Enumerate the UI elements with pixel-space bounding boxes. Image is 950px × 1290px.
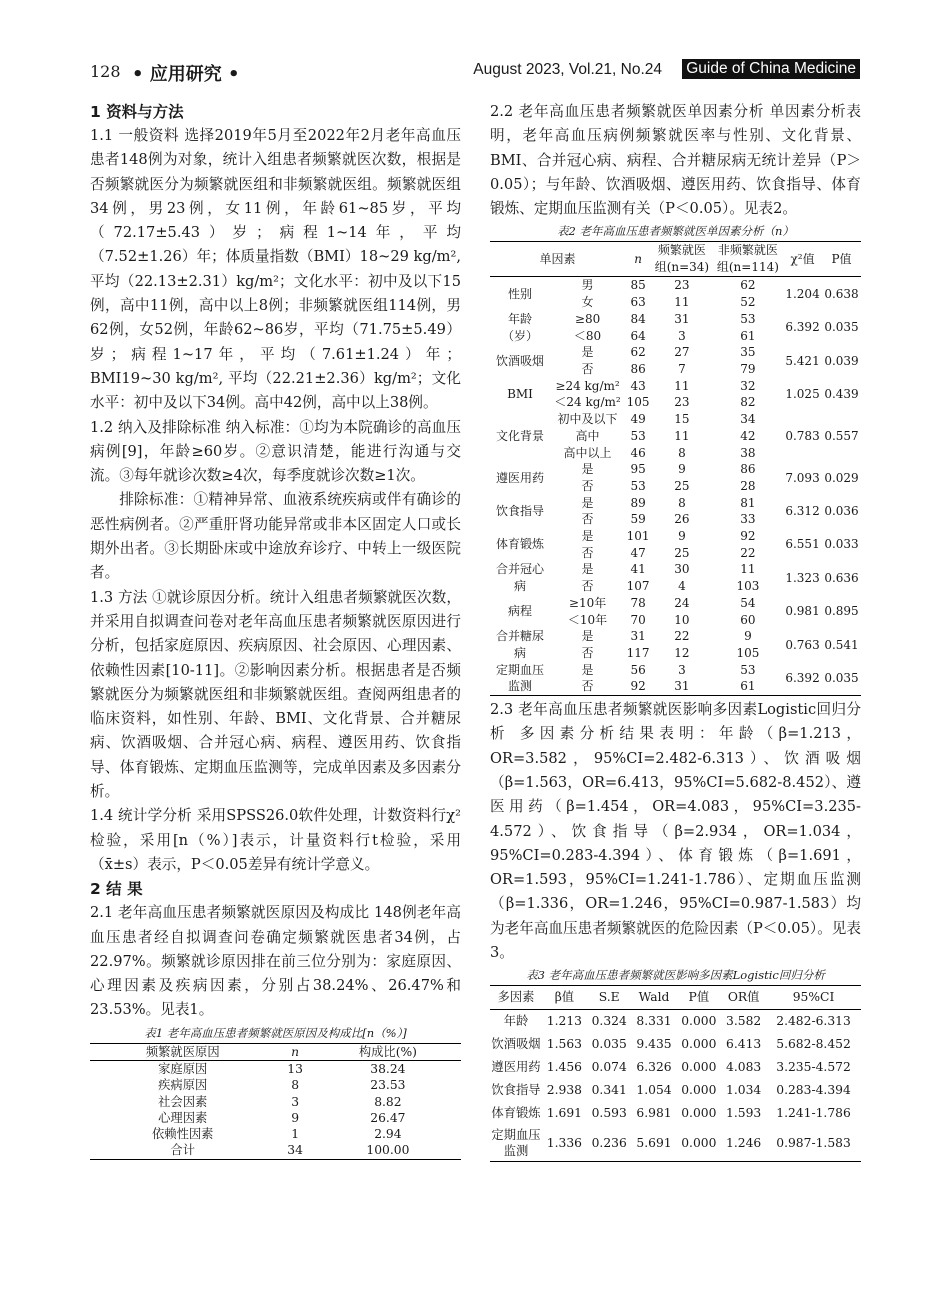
chi-cell: 1.323: [785, 570, 820, 585]
table-cell: 2.94: [374, 1127, 402, 1142]
factor-cell: 性别: [507, 286, 532, 301]
table-cell: 42: [740, 428, 756, 443]
table-row: [490, 1056, 861, 1079]
table-cell: 70: [630, 612, 646, 627]
table-cell: 否: [581, 512, 594, 527]
table-cell: 8: [678, 445, 686, 460]
table-cell: 49: [630, 412, 646, 427]
table-cell: 1.246: [726, 1135, 762, 1150]
table-row: [90, 1126, 461, 1142]
table-row: [490, 378, 861, 395]
chi-cell: 6.392: [785, 320, 820, 335]
table-cell: ＜24 kg/m²: [554, 395, 621, 410]
p-cell: 0.638: [824, 286, 859, 301]
table-row: [490, 561, 861, 578]
t2-header-nonfreq: [713, 242, 783, 277]
table-cell: 22: [674, 629, 690, 644]
t2-header-factor: 单因素: [539, 251, 576, 266]
para-2-1: 2.1 老年高血压患者频繁就医原因及构成比 148例老年高血压患者经自拟调查问卷确定频繁就医患者34例，占22.97%。频繁就诊原因排在前三位分别为：家庭原因、心理因素及疾病因素，分别占38.24%、26.47%和23.53%。见表1。: [90, 904, 461, 1019]
table-cell: 0.593: [591, 1106, 627, 1121]
table-cell: 是: [581, 662, 594, 677]
t2-header-freq-line2: 组(n=34): [654, 260, 710, 275]
factor-cell: 体育锻炼: [495, 537, 544, 552]
table-cell: 31: [674, 679, 690, 694]
table-cell: 3: [678, 328, 686, 343]
table-cell: 34: [740, 412, 756, 427]
table-cell: 8: [678, 495, 686, 510]
table-cell: 46: [630, 445, 646, 460]
table-cell: 2.482-6.313: [776, 1014, 851, 1029]
table-cell: 遵医用药: [491, 1060, 541, 1075]
table-header: Wald: [638, 990, 670, 1005]
table-row: [490, 1079, 861, 1102]
table-cell: 0.000: [681, 1060, 717, 1075]
table-cell: 41: [630, 562, 646, 577]
table-3: [490, 985, 861, 1162]
table-cell: 2.938: [546, 1083, 583, 1098]
table-cell: 89: [630, 495, 646, 510]
table-cell: 86: [740, 462, 756, 477]
table-cell: 30: [674, 562, 690, 577]
table-row: [490, 1010, 861, 1034]
p-cell: 0.439: [824, 387, 859, 402]
table-cell: 92: [630, 679, 646, 694]
chi-cell: 0.783: [785, 428, 820, 443]
table-cell: 25: [674, 478, 690, 493]
table-cell: 疾病原因: [158, 1078, 208, 1093]
t2-header-p: P值: [831, 251, 852, 266]
table-cell: 53: [630, 478, 646, 493]
chi-cell: 6.551: [785, 537, 820, 552]
table-cell: 61: [740, 328, 756, 343]
table-cell: 0.000: [681, 1037, 717, 1052]
table-cell: 1.456: [546, 1060, 583, 1075]
table-cell: 0.000: [681, 1135, 717, 1150]
table-row: [490, 411, 861, 428]
table-cell: 11: [674, 428, 690, 443]
para-1-2-exclusion: 排除标准：①精神异常、血液系统疾病或伴有确诊的恶性病例者。②严重肝肾功能异常或非本区固定人口或长期外出者。③长期卧床或中途放弃诊疗、中转上一级医院者。: [90, 491, 461, 582]
table-cell: 53: [740, 662, 756, 677]
table-cell: 38.24: [370, 1061, 406, 1076]
table-cell: 31: [674, 311, 690, 326]
p-cell: 0.036: [824, 503, 859, 518]
p-cell: 0.039: [824, 353, 859, 368]
table-header: P值: [688, 990, 710, 1005]
p-cell: 0.895: [824, 604, 859, 619]
t1-header: n: [291, 1044, 300, 1059]
table-cell: 1.563: [546, 1037, 583, 1052]
table-cell: 是: [581, 629, 594, 644]
table-cell: 24: [674, 595, 690, 610]
table-cell: 105: [736, 645, 760, 660]
table-cell: 27: [674, 345, 690, 360]
table-cell: 78: [630, 595, 646, 610]
table-cell: 79: [740, 362, 756, 376]
table-cell: 11: [674, 295, 690, 310]
table-row: [490, 528, 861, 545]
table-cell: 否: [581, 478, 594, 493]
table-cell: 117: [626, 645, 650, 660]
t2-header-freq: [651, 242, 713, 277]
table-cell: 11: [674, 378, 690, 393]
table-cell: 52: [740, 295, 756, 310]
table-cell: 62: [740, 278, 756, 293]
table-cell: 定期血压监测: [491, 1128, 541, 1159]
table-cell: 23.53: [370, 1078, 406, 1093]
table-cell: 63: [630, 295, 646, 310]
table-cell: 否: [581, 645, 594, 660]
table-row: [490, 662, 861, 679]
table-row: [490, 1033, 861, 1056]
table-cell: 53: [630, 428, 646, 443]
factor-cell: 饮食指导: [495, 503, 544, 518]
table-cell: 59: [630, 512, 646, 527]
table-cell: 是: [581, 462, 594, 477]
table-cell: 0.324: [591, 1014, 627, 1029]
table-cell: 13: [287, 1061, 303, 1076]
table-cell: ＜80: [573, 328, 602, 343]
table-header: β值: [554, 990, 575, 1005]
table-cell: 26.47: [370, 1110, 406, 1125]
left-column: [90, 100, 461, 1160]
table-row: [90, 1142, 461, 1159]
table3-caption: 表3 老年高血压患者频繁就医影响多因素Logistic回归分析: [526, 968, 825, 983]
table-cell: 33: [740, 512, 756, 527]
table-cell: 9: [291, 1110, 300, 1125]
journal-name: Guide of China Medicine: [682, 59, 860, 79]
table-cell: 是: [581, 529, 594, 544]
table-cell: 61: [740, 679, 756, 694]
table-cell: 4: [678, 579, 686, 594]
table-cell: 15: [674, 412, 690, 427]
table-header: 多因素: [497, 990, 535, 1005]
table-cell: 否: [581, 545, 594, 560]
table-cell: 否: [581, 679, 594, 694]
table-cell: 体育锻炼: [491, 1106, 541, 1121]
table-cell: 年龄: [503, 1014, 529, 1029]
table-cell: 26: [674, 512, 690, 527]
table-cell: 86: [630, 362, 646, 376]
table-cell: 合计: [170, 1143, 196, 1158]
table-cell: 35: [740, 345, 756, 360]
chi-cell: 5.421: [785, 353, 820, 368]
table-cell: 92: [740, 529, 756, 544]
table-row: [90, 1094, 461, 1110]
factor-cell: 文化背景: [495, 428, 544, 443]
table-cell: 5.691: [636, 1135, 672, 1150]
p-cell: 0.035: [824, 671, 859, 685]
table-cell: 43: [630, 378, 646, 393]
table-cell: 家庭原因: [158, 1061, 208, 1076]
table-cell: 饮酒吸烟: [491, 1037, 541, 1052]
table-cell: 85: [630, 278, 646, 293]
table-cell: 23: [674, 395, 690, 410]
p-cell: 0.541: [824, 637, 859, 652]
table-cell: 1.691: [546, 1106, 583, 1121]
table-2: [490, 241, 861, 696]
issue-info: August 2023, Vol.21, No.24: [473, 61, 662, 78]
chi-cell: 7.093: [785, 470, 820, 485]
chi-cell: 1.025: [785, 387, 820, 402]
t2-header-nonfreq-line1: 非频繁就医: [717, 243, 778, 258]
table-row: [490, 311, 861, 328]
table-cell: 6.413: [726, 1037, 762, 1052]
factor-cell: 定期血压监测: [495, 662, 544, 694]
table-cell: 0.283-4.394: [776, 1083, 851, 1098]
table-cell: 82: [740, 395, 756, 410]
table-cell: 22: [740, 545, 756, 560]
table-cell: 103: [736, 579, 760, 594]
chi-cell: 1.204: [785, 286, 820, 301]
table-cell: 105: [626, 395, 650, 410]
table-header: OR值: [727, 990, 760, 1005]
table-cell: 是: [581, 562, 594, 577]
table-row: [490, 628, 861, 645]
table-cell: 10: [674, 612, 690, 627]
factor-cell: 遵医用药: [495, 470, 544, 485]
table-row: [90, 1077, 461, 1093]
table-cell: 9: [678, 529, 686, 544]
p-cell: 0.557: [824, 428, 859, 443]
table-cell: 女: [581, 295, 594, 310]
table-cell: 8.82: [374, 1094, 402, 1109]
table-cell: 0.000: [681, 1014, 717, 1029]
table-cell: 84: [630, 311, 646, 326]
p-cell: 0.033: [824, 537, 859, 552]
chi-cell: 0.981: [785, 604, 820, 619]
table-cell: 62: [630, 345, 646, 360]
table-cell: 0.035: [591, 1037, 627, 1052]
table-cell: 是: [581, 495, 594, 510]
para-2-2: 2.2 老年高血压患者频繁就医单因素分析 单因素分析表明，老年高血压病例频繁就医率与性别、文化背景、BMI、合并冠心病、病程、合并糖尿病无统计差异（P＞0.05）；与年龄、饮酒吸烟、遵医用药、饮食指导、体育锻炼、定期血压监测有关（P＜0.05）。见表2。: [490, 103, 861, 218]
table-cell: 心理因素: [158, 1110, 208, 1125]
table-cell: 1: [291, 1127, 300, 1142]
chi-cell: 0.763: [785, 637, 820, 652]
table-cell: 5.682-8.452: [776, 1037, 851, 1052]
page-header: [90, 58, 860, 84]
table-cell: 53: [740, 311, 756, 326]
table-header: 95%CI: [792, 990, 835, 1005]
p-cell: 0.029: [824, 470, 859, 485]
table-row: [490, 495, 861, 512]
para-2-3: 2.3 老年高血压患者频繁就医影响多因素Logistic回归分析 多因素分析结果表明：年龄（β=1.213，OR=3.582，95%CI=2.482-6.313）、饮酒吸烟（β=1.563，OR=6.413，95%CI=5.682-8.452）、遵医用药（β=1.454，OR=4.083，95%CI=3.235-4.572）、饮食指导（β=2.934，OR=1.034，95%CI=0.283-4.394）、体育锻炼（β=1.691，OR=1.593，95%CI=1.241-1.786）、定期血压监测（β=1.336，OR=1.246，95%CI=0.987-1.583）均为老年高血压患者频繁就医的危险因素（P＜0.05）。见表3。: [490, 701, 861, 962]
table-cell: 9.435: [636, 1037, 672, 1052]
table-cell: 饮食指导: [491, 1083, 541, 1098]
right-column: [490, 100, 861, 1162]
factor-cell: 饮酒吸烟: [495, 353, 544, 368]
table-cell: 60: [740, 612, 756, 627]
table-cell: 25: [674, 545, 690, 560]
heading-results: 2 结 果: [90, 880, 143, 899]
table2-caption: 表2 老年高血压患者频繁就医单因素分析（n）: [557, 224, 794, 239]
table-cell: ≥10年: [568, 595, 607, 610]
page-number: 128: [90, 62, 121, 81]
factor-cell: 病程: [507, 604, 532, 619]
t2-header-n: n: [634, 251, 642, 266]
chi-cell: 6.312: [785, 503, 820, 518]
table-cell: 0.341: [591, 1083, 627, 1098]
table-cell: 否: [581, 362, 594, 376]
table-row: [490, 277, 861, 294]
table-cell: 100.00: [366, 1143, 410, 1158]
table-cell: 3: [291, 1094, 300, 1109]
table-cell: 32: [740, 378, 756, 393]
factor-cell: 年龄（岁）: [501, 311, 538, 343]
p-cell: 0.636: [824, 570, 859, 585]
table-cell: 0.000: [681, 1083, 717, 1098]
t2-header-nonfreq-line2: 组(n=114): [716, 260, 779, 275]
para-1-4: 1.4 统计学分析 采用SPSS26.0软件处理，计数资料行χ²检验，采用[n（%）]表示，计量资料行t检验，采用（x̄±s）表示，P＜0.05差异有统计学意义。: [90, 807, 461, 873]
table-cell: 56: [630, 662, 646, 677]
table-cell: 7: [678, 362, 686, 376]
table-cell: 3: [678, 662, 686, 677]
t1-header: 频繁就医原因: [145, 1044, 220, 1059]
table-row: [490, 1102, 861, 1125]
table-cell: 6.326: [636, 1060, 672, 1075]
para-1-2: 1.2 纳入及排除标准 纳入标准：①均为本院确诊的高血压病例[9]，年龄≥60岁。②意识清楚，能进行沟通与交流。③每年就诊次数≥4次，每季度就诊次数≥1次。: [90, 418, 461, 485]
table-cell: 8: [291, 1078, 300, 1093]
para-1-1: 1.1 一般资料 选择2019年5月至2022年2月老年高血压患者148例为对象，统计入组患者频繁就医次数，根据是否频繁就医分为频繁就医组和非频繁就医组。频繁就医组34例，男23例，女11例，年龄61~85岁，平均（72.17±5.43）岁；病程1~14年，平均（7.52±1.26）年；体质量指数（BMI）18~29 kg/m², 平均（22.13±2.31）kg/m²；文化水平：初中及以下15例，高中11例，高中以上8例；非频繁就医组114例，男62例，女52例，年龄62~86岁，平均（71.75±5.49）岁；病程1~17年，平均（7.61±1.24）年；BMI19~30 kg/m², 平均（22.21±2.36）kg/m²；文化水平：初中及以下34例。高中42例，高中以上38例。: [90, 127, 461, 412]
t2-header-freq-line1: 频繁就医: [657, 243, 706, 258]
table-cell: 否: [581, 579, 594, 594]
table-cell: 男: [581, 278, 594, 293]
table-cell: 1.054: [636, 1083, 672, 1098]
table-cell: 12: [674, 645, 690, 660]
table-cell: 4.083: [726, 1060, 762, 1075]
table-row: [490, 461, 861, 478]
table-cell: 9: [744, 629, 752, 644]
t1-header: 构成比(%): [358, 1044, 417, 1059]
table-cell: 31: [630, 629, 646, 644]
table-cell: ＜10年: [567, 612, 608, 627]
table-cell: 初中及以下: [557, 412, 618, 427]
table-cell: 47: [630, 545, 646, 560]
table-cell: 3.582: [726, 1014, 762, 1029]
table-cell: 1.034: [726, 1083, 762, 1098]
table-row: [90, 1110, 461, 1126]
factor-cell: 合并糖尿病: [495, 629, 544, 660]
table-cell: 34: [287, 1143, 303, 1158]
table-cell: 3.235-4.572: [776, 1060, 851, 1075]
table-cell: 是: [581, 345, 594, 360]
table-cell: 11: [740, 562, 756, 577]
table-cell: 6.981: [636, 1106, 672, 1121]
table-cell: ≥24 kg/m²: [555, 378, 620, 393]
section-label: • 应用研究 •: [132, 64, 240, 85]
table-row: [490, 344, 861, 361]
table-cell: 依赖性因素: [151, 1127, 214, 1142]
p-cell: 0.035: [824, 320, 859, 335]
table-cell: 54: [740, 595, 756, 610]
table-row: [490, 1125, 861, 1162]
table-cell: 9: [678, 462, 686, 477]
table-cell: 95: [630, 462, 646, 477]
heading-methods: 1 资料与方法: [90, 103, 184, 121]
table-cell: 1.241-1.786: [776, 1106, 851, 1121]
table-row: [490, 595, 861, 612]
table-header: S.E: [598, 990, 620, 1005]
table-cell: 高中以上: [563, 445, 612, 460]
table-cell: 64: [630, 328, 646, 343]
table-cell: 0.236: [591, 1135, 627, 1150]
table-cell: 0.987-1.583: [776, 1135, 851, 1150]
table-cell: 38: [740, 445, 756, 460]
table-row: [90, 1060, 461, 1077]
table-cell: 8.331: [636, 1014, 672, 1029]
chi-cell: 6.392: [785, 671, 820, 685]
table-cell: 101: [626, 529, 650, 544]
table-cell: 高中: [575, 428, 600, 443]
table-cell: 0.074: [591, 1060, 627, 1075]
table-cell: ≥80: [574, 311, 601, 326]
factor-cell: BMI: [507, 387, 533, 402]
factor-cell: 合并冠心病: [495, 562, 544, 594]
para-1-3: 1.3 方法 ①就诊原因分析。统计入组患者频繁就医次数，并采用自拟调查问卷对老年高血压患者频繁就医原因进行分析，包括家庭原因、疾病原因、社会原因、心理因素、依赖性因素[10-11]。②影响因素分析。根据患者是否频繁就医分为频繁就医组和非频繁就医组。查阅两组患者的临床资料，如性别、年龄、BMI、文化背景、合并糖尿病、饮酒吸烟、合并冠心病、病程、遵医用药、饮食指导、体育锻炼、定期血压监测等，完成单因素及多因素分析。: [90, 588, 461, 801]
table-cell: 1.336: [546, 1135, 583, 1150]
table-cell: 1.593: [726, 1106, 762, 1121]
table-cell: 1.213: [546, 1014, 583, 1029]
table-1: [90, 1043, 461, 1160]
table-cell: 23: [674, 278, 690, 293]
table-cell: 107: [626, 579, 650, 594]
t2-header-chi: χ²值: [790, 251, 815, 266]
table-cell: 81: [740, 495, 756, 510]
table1-caption: 表1 老年高血压患者频繁就医原因及构成比[n（%）]: [144, 1025, 407, 1040]
table-cell: 社会因素: [158, 1094, 208, 1109]
table-cell: 28: [740, 478, 756, 493]
table-cell: 0.000: [681, 1106, 717, 1121]
